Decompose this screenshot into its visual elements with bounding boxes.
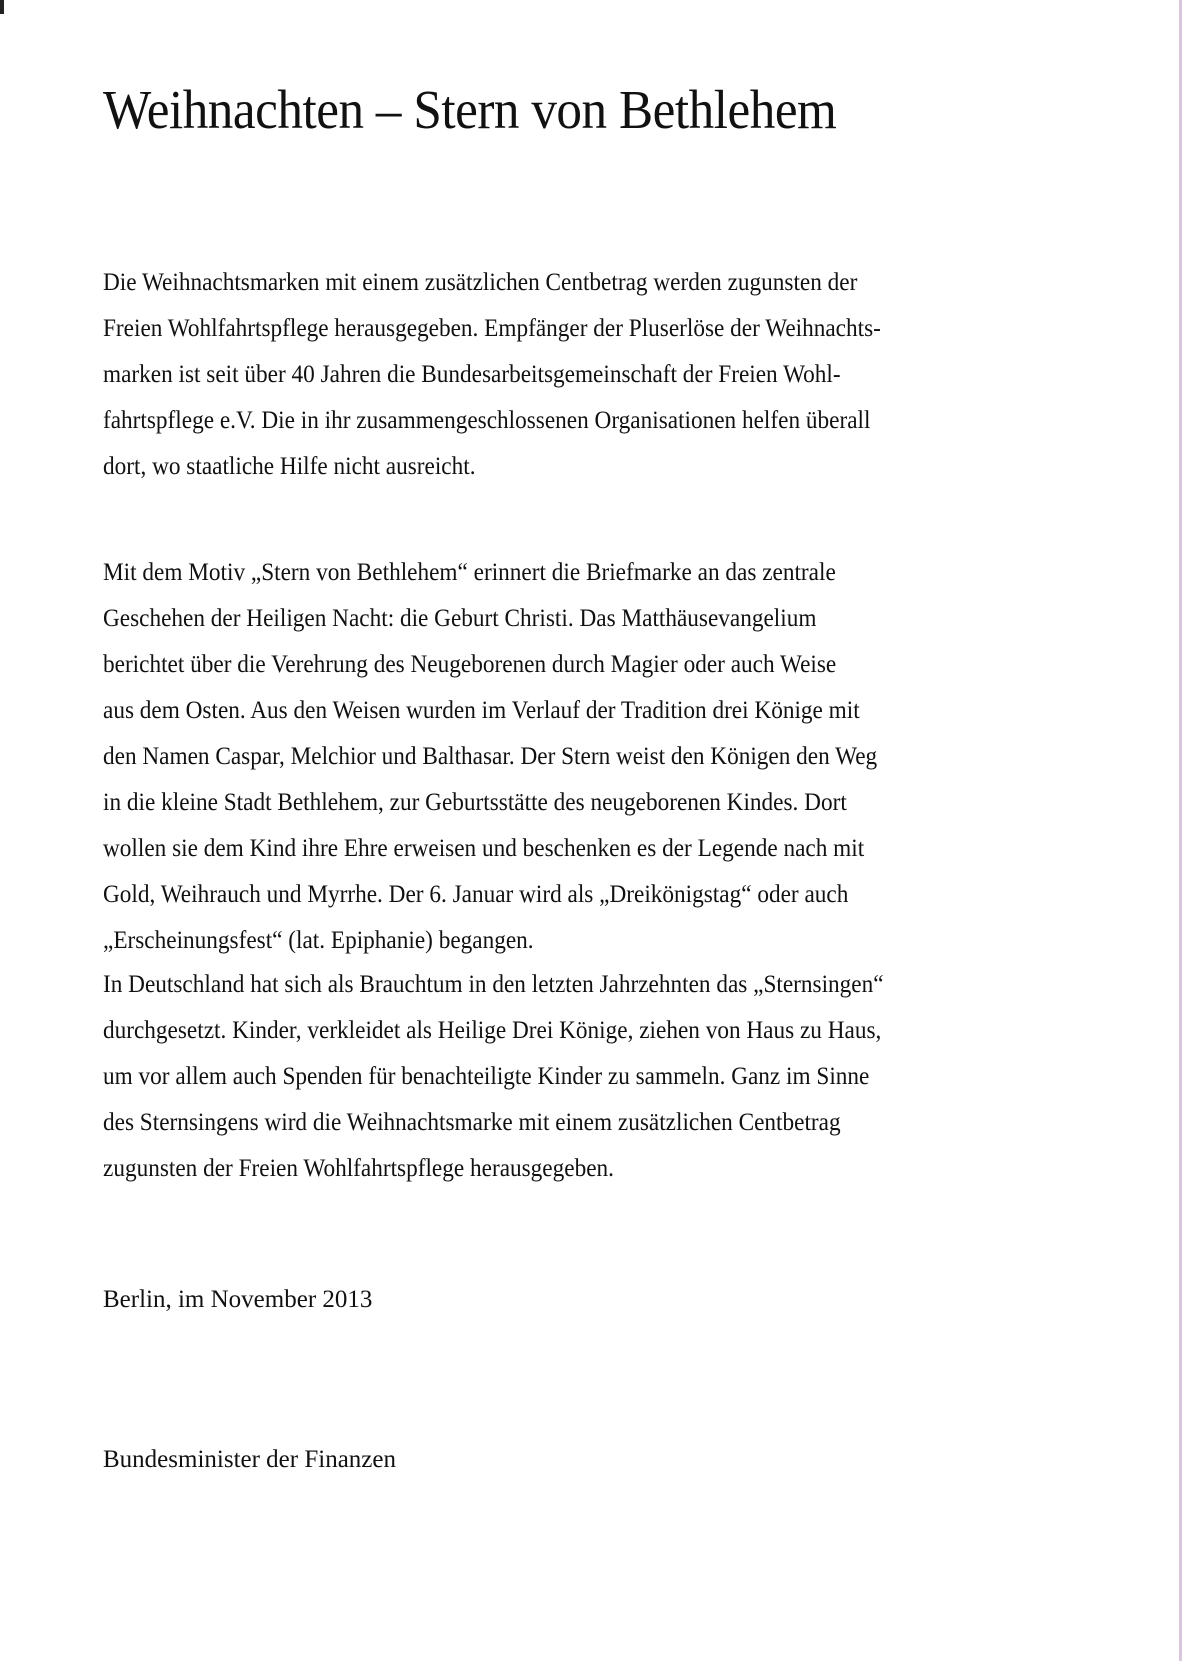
text-line: Mit dem Motiv „Stern von Bethlehem“ erinnert die Briefmarke an das zentrale: [103, 559, 836, 586]
text-line: marken ist seit über 40 Jahren die Bundesarbeitsgemeinschaft der Freien Wohl-: [103, 361, 841, 388]
text-line: zugunsten der Freien Wohlfahrtspflege herausgegeben.: [103, 1155, 614, 1182]
text-line: In Deutschland hat sich als Brauchtum in den letzten Jahrzehnten das „Sternsingen“: [103, 971, 884, 998]
text-line: Geschehen der Heiligen Nacht: die Geburt Christi. Das Matthäusevangelium: [103, 605, 817, 632]
text-line: fahrtspflege e.V. Die in ihr zusammengeschlossenen Organisationen helfen überall: [103, 407, 871, 434]
signature: Bundesminister der Finanzen: [103, 1446, 396, 1473]
dateline: Berlin, im November 2013: [103, 1286, 373, 1313]
text-line: „Erscheinungsfest“ (lat. Epiphanie) begangen.: [103, 927, 534, 954]
paragraph-intro: [103, 260, 939, 490]
text-line: Freien Wohlfahrtspflege herausgegeben. Empfänger der Pluserlöse der Weihnachts-: [103, 315, 881, 342]
text-line: durchgesetzt. Kinder, verkleidet als Heilige Drei Könige, ziehen von Haus zu Haus,: [103, 1017, 882, 1044]
text-line: dort, wo staatliche Hilfe nicht ausreicht.: [103, 453, 476, 480]
scan-mark: [0, 0, 4, 14]
text-line: wollen sie dem Kind ihre Ehre erweisen und beschenken es der Legende nach mit: [103, 835, 865, 862]
text-line: Gold, Weihrauch und Myrrhe. Der 6. Januar wird als „Dreikönigstag“ oder auch: [103, 881, 849, 908]
paragraph-sternsingen: [103, 962, 942, 1192]
text-line: Die Weihnachtsmarken mit einem zusätzlichen Centbetrag werden zugunsten der: [103, 269, 858, 296]
paragraph-motif: [103, 550, 935, 964]
text-line: um vor allem auch Spenden für benachteiligte Kinder zu sammeln. Ganz im Sinne: [103, 1063, 870, 1090]
text-line: aus dem Osten. Aus den Weisen wurden im Verlauf der Tradition drei Könige mit: [103, 697, 860, 724]
text-line: berichtet über die Verehrung des Neugeborenen durch Magier oder auch Weise: [103, 651, 837, 678]
text-line: den Namen Caspar, Melchior und Balthasar. Der Stern weist den Königen den Weg: [103, 743, 878, 770]
text-line: in die kleine Stadt Bethlehem, zur Geburtsstätte des neugeborenen Kindes. Dort: [103, 789, 847, 816]
text-line: des Sternsingens wird die Weihnachtsmarke mit einem zusätzlichen Centbetrag: [103, 1109, 841, 1136]
page-title: Weihnachten – Stern von Bethlehem: [103, 79, 837, 140]
